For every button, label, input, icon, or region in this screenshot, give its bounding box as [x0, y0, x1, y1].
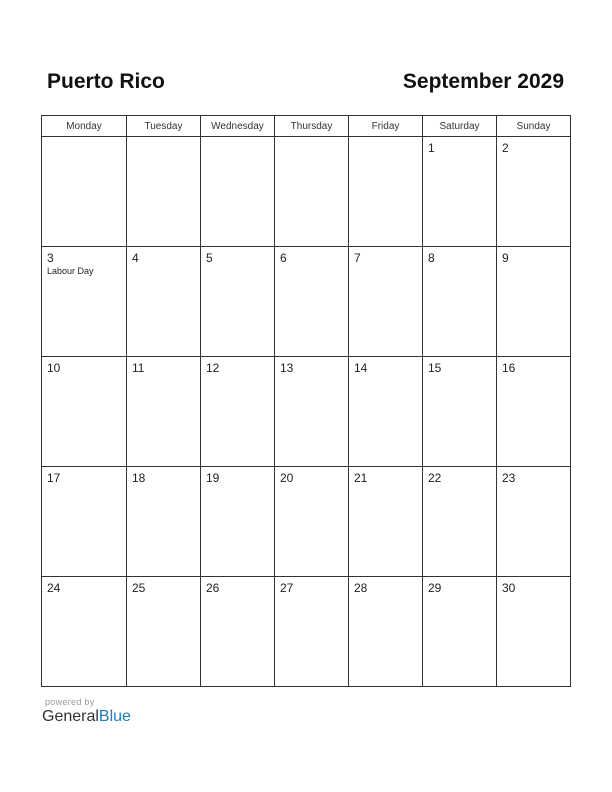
weekday-header: Tuesday: [127, 116, 201, 137]
day-number: 14: [354, 361, 368, 375]
day-number: 5: [206, 251, 213, 265]
day-cell: [497, 467, 571, 577]
day-cell: [275, 357, 349, 467]
day-cell: [42, 247, 127, 357]
day-cell: [127, 137, 201, 247]
day-number: 28: [354, 581, 368, 595]
day-number: 8: [428, 251, 435, 265]
weekday-header: Sunday: [497, 116, 571, 137]
day-cell: [127, 467, 201, 577]
week-row: [42, 577, 571, 687]
day-number: 13: [280, 361, 294, 375]
holiday-label: Labour Day: [47, 266, 94, 276]
day-cell: [127, 247, 201, 357]
day-number: [42, 137, 126, 141]
day-cell: [201, 247, 275, 357]
day-cell: [42, 137, 127, 247]
day-cell: [423, 467, 497, 577]
day-number: 4: [132, 251, 139, 265]
calendar-grid: [41, 115, 571, 687]
day-number: 20: [280, 471, 294, 485]
weekday-header: Thursday: [275, 116, 349, 137]
day-cell: [349, 137, 423, 247]
week-row: [42, 247, 571, 357]
day-number: 24: [47, 581, 61, 595]
day-number: 22: [428, 471, 442, 485]
day-number: 15: [428, 361, 442, 375]
day-cell: [275, 247, 349, 357]
day-cell: [127, 357, 201, 467]
day-cell: [423, 577, 497, 687]
week-row: [42, 357, 571, 467]
day-number: 18: [132, 471, 146, 485]
day-cell: [349, 357, 423, 467]
day-cell: [201, 357, 275, 467]
day-number: [127, 137, 200, 141]
day-number: 11: [132, 361, 145, 375]
day-number: 23: [502, 471, 516, 485]
brand-part-general: General: [42, 708, 99, 725]
week-row: [42, 467, 571, 577]
day-number: 30: [502, 581, 516, 595]
day-cell: [423, 247, 497, 357]
day-number: 29: [428, 581, 442, 595]
weekday-header: Wednesday: [201, 116, 275, 137]
day-cell: [497, 357, 571, 467]
day-number: 17: [47, 471, 61, 485]
day-number: 10: [47, 361, 61, 375]
day-number: 3: [47, 251, 54, 265]
weekday-header-row: [42, 116, 571, 137]
day-cell: [275, 137, 349, 247]
day-number: 16: [502, 361, 516, 375]
day-number: 1: [428, 141, 435, 155]
weekday-header: Friday: [349, 116, 423, 137]
day-cell: [497, 247, 571, 357]
weekday-header: Saturday: [423, 116, 497, 137]
generalblue-logo[interactable]: [42, 708, 131, 726]
day-cell: [423, 357, 497, 467]
day-cell: [42, 357, 127, 467]
day-number: 19: [206, 471, 220, 485]
day-cell: [275, 467, 349, 577]
day-cell: [201, 467, 275, 577]
day-number: [349, 137, 422, 141]
day-number: 6: [280, 251, 287, 265]
calendar-country-title: Puerto Rico: [47, 70, 165, 93]
day-cell: [497, 137, 571, 247]
day-cell: [275, 577, 349, 687]
day-cell: [127, 577, 201, 687]
day-cell: [201, 577, 275, 687]
calendar-month-title: September 2029: [402, 70, 564, 93]
day-cell: [349, 577, 423, 687]
weekday-header: Monday: [42, 116, 127, 137]
day-cell: [349, 467, 423, 577]
day-cell: [349, 247, 423, 357]
day-number: [275, 137, 348, 141]
week-row: [42, 137, 571, 247]
day-cell: [42, 577, 127, 687]
day-cell: [423, 137, 497, 247]
day-number: [201, 137, 274, 141]
day-cell: [497, 577, 571, 687]
brand-part-blue: Blue: [98, 708, 131, 725]
powered-by-label: powered by: [45, 697, 95, 707]
day-number: 21: [354, 471, 368, 485]
day-number: 7: [354, 251, 361, 265]
day-cell: [201, 137, 275, 247]
day-number: 26: [206, 581, 220, 595]
day-number: 12: [206, 361, 220, 375]
day-number: 2: [502, 141, 509, 155]
day-number: 27: [280, 581, 294, 595]
day-number: 9: [502, 251, 509, 265]
day-number: 25: [132, 581, 146, 595]
day-cell: [42, 467, 127, 577]
